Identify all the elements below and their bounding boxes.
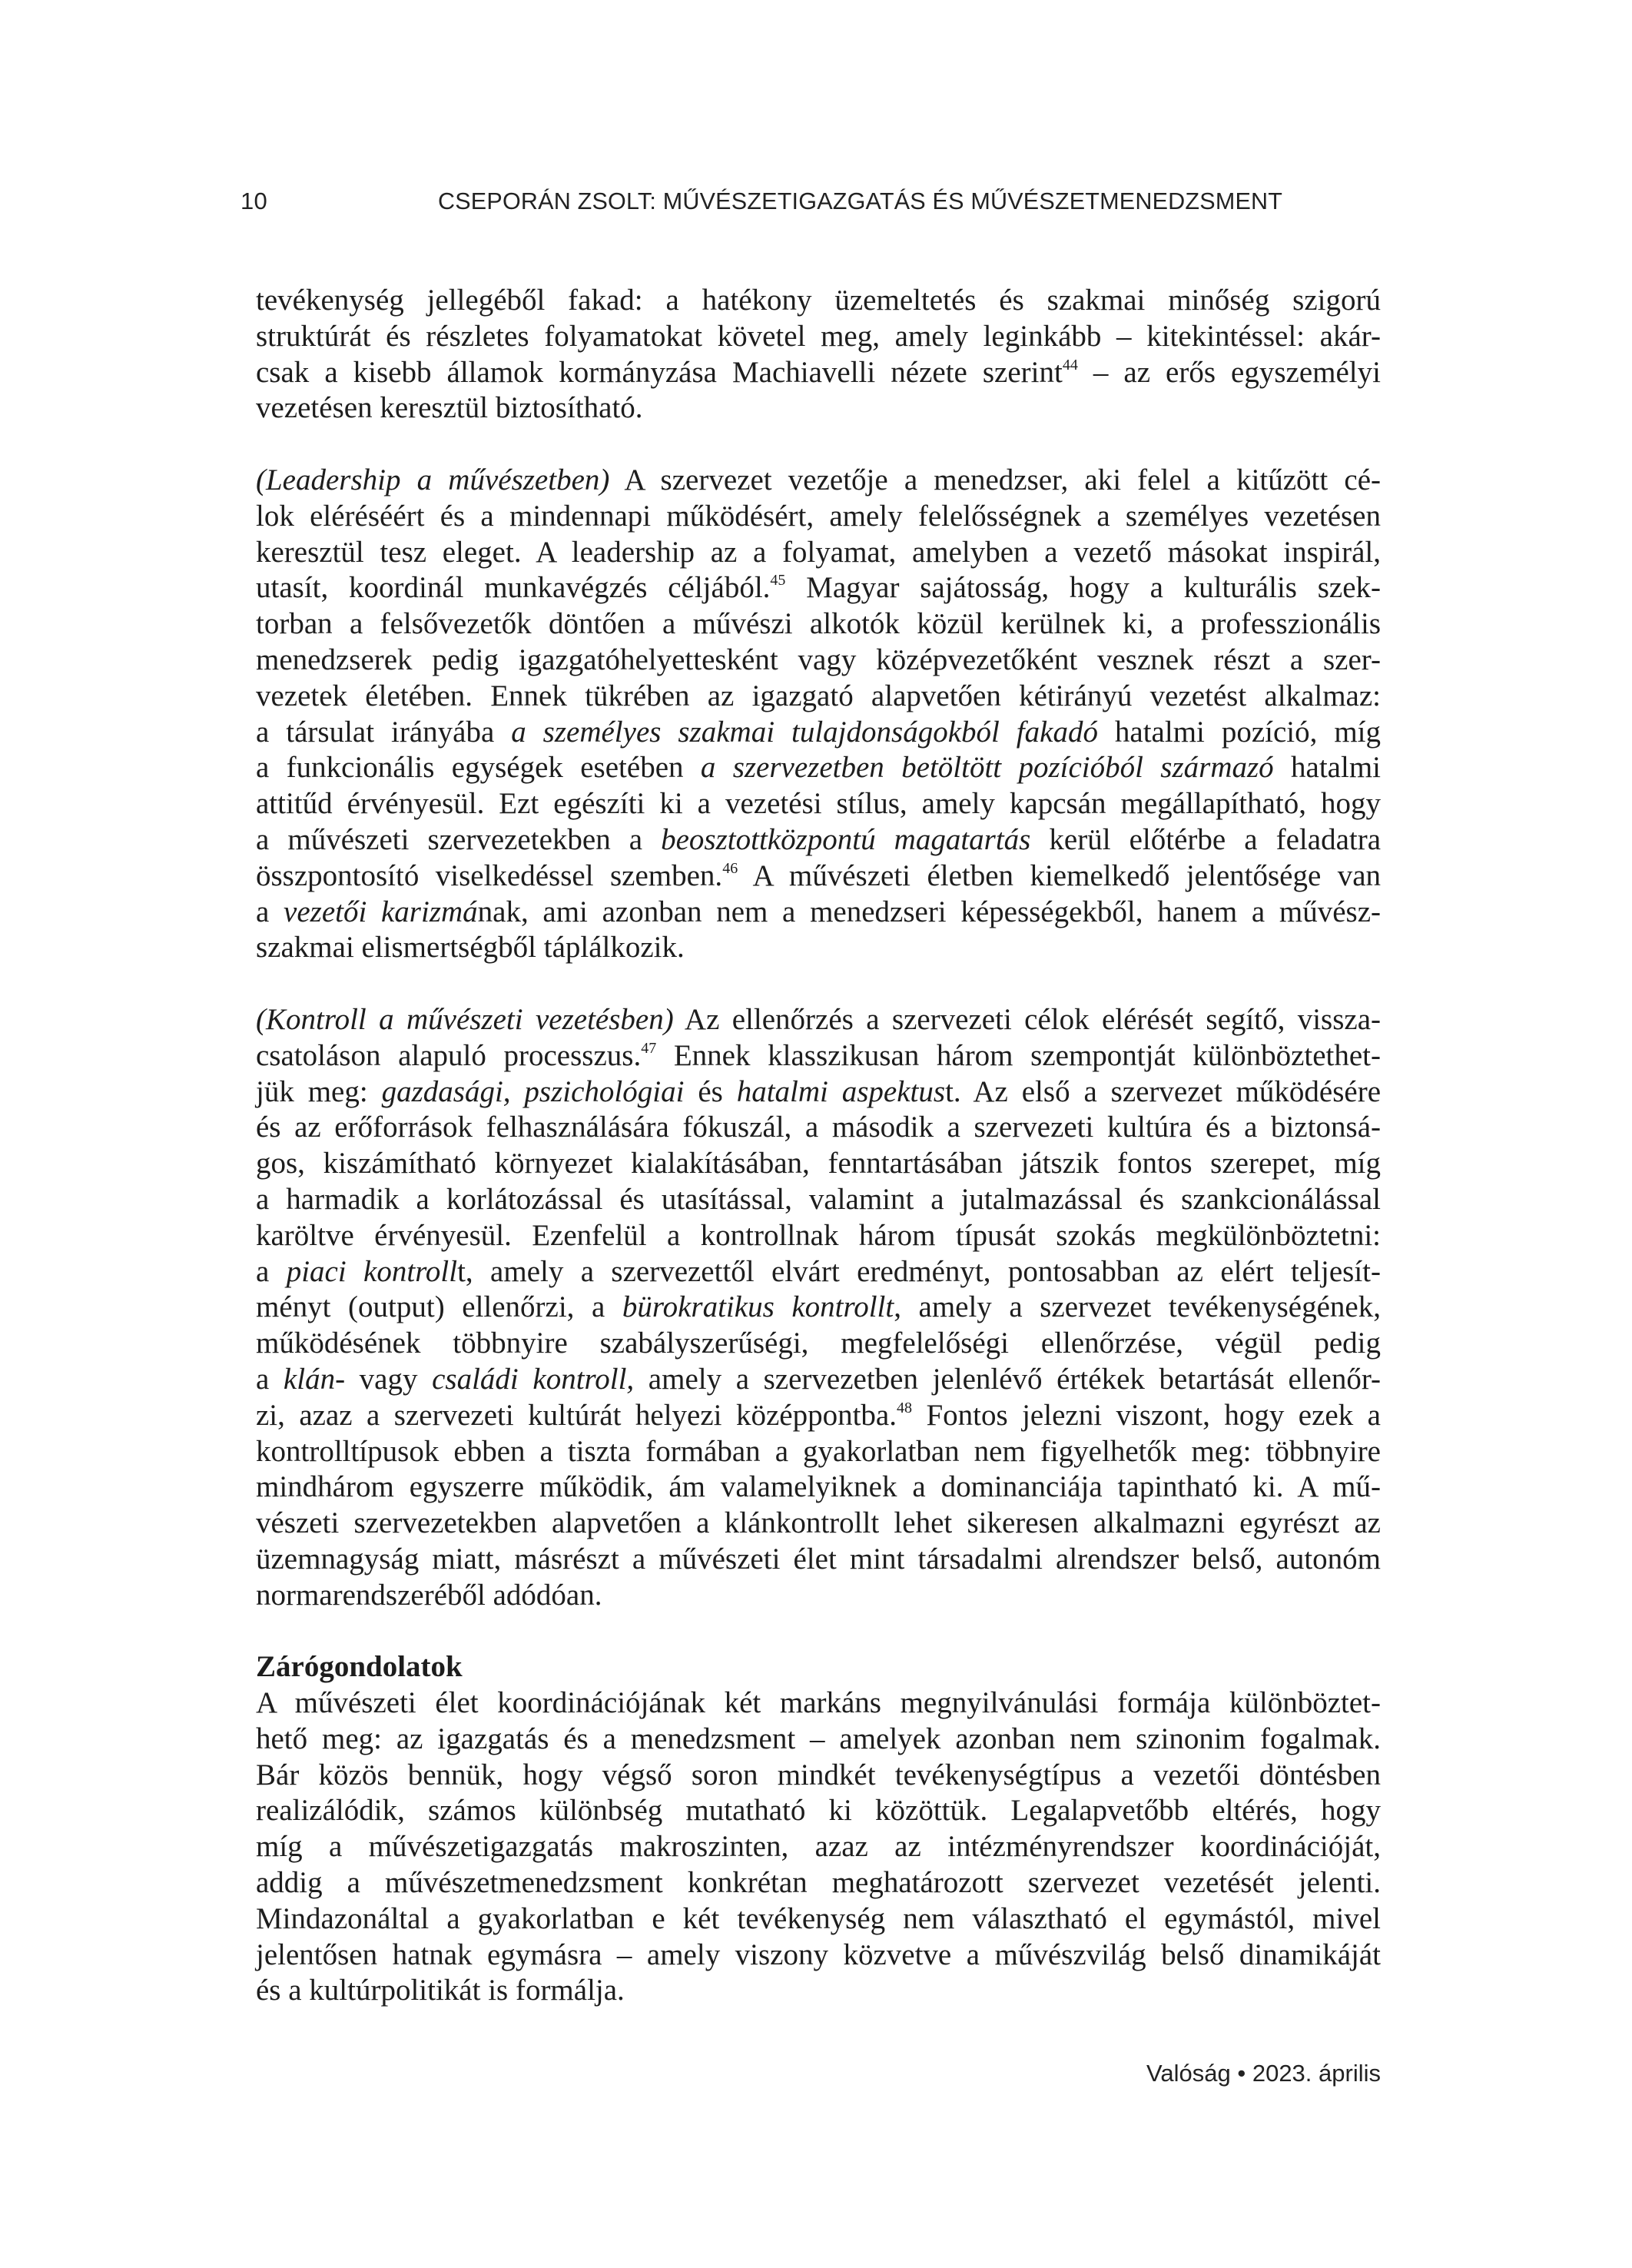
emphasis: (Kontroll a művészeti vezetésben): [256, 1002, 674, 1036]
text-line: [256, 1758, 1381, 1794]
text-run: Fontos jelezni viszont, hogy ezek a: [911, 1398, 1381, 1432]
text-run: vezetek életében. Ennek tükrében az igazgató alapvetően kétirányú vezetést alkalmaz:: [256, 679, 1381, 712]
text-line: [256, 1469, 1381, 1506]
text-line: [256, 1973, 1381, 2009]
text-run: torban a felsővezetők döntően a művészi alkotók közül kerülnek ki, a professzionális: [256, 607, 1381, 641]
text-line: [256, 1685, 1381, 1722]
text-run: a funkcionális egységek esetében: [256, 751, 701, 785]
text-run: szakmai elismertségből táplálkozik.: [256, 931, 685, 965]
text-run: A művészeti életben kiemelkedő jelentősége van: [738, 858, 1381, 892]
paragraph: [256, 283, 1381, 427]
text-line: [256, 1901, 1381, 1938]
text-run: hatalmi pozíció, míg: [1097, 715, 1381, 749]
emphasis: gazdasági, pszichológiai: [381, 1074, 685, 1108]
text-run: üzemnagyság miatt, másrészt a művészeti élet mint társadalmi alrendszer belső, autonóm: [256, 1542, 1381, 1576]
text-line: [256, 499, 1381, 535]
text-run: kerül előtérbe a feladatra: [1030, 822, 1382, 856]
text-run: a művészeti szervezetekben a: [256, 822, 662, 856]
emphasis: családi kontroll,: [432, 1362, 635, 1396]
text-line: [256, 390, 1381, 427]
text-run: karöltve érvényesül. Ezenfelül a kontrollnak három típusát szokás megkülönböztetni:: [256, 1218, 1381, 1252]
text-run: és: [684, 1074, 737, 1108]
text-run: és a kultúrpolitikát is formálja.: [256, 1974, 625, 2007]
text-run: Ennek klasszikusan három szempontját különböztethet-: [656, 1038, 1381, 1072]
text-run: a: [256, 895, 284, 928]
text-run: – az erős egyszemélyi: [1077, 355, 1381, 389]
running-head: [240, 188, 1381, 218]
text-run: t, amely a szervezettől elvárt eredményt, pontosabban az elért teljesít-: [457, 1254, 1381, 1288]
text-run: míg a művészetigazgatás makroszinten, azaz az intézményrendszer koordinációját,: [256, 1830, 1381, 1864]
section-heading: Zárógondolatok: [256, 1650, 463, 1684]
text-line: [256, 822, 1381, 858]
footnote-ref: 44: [1062, 356, 1078, 374]
footnote-ref: 47: [641, 1039, 657, 1057]
footnote-ref: 45: [770, 572, 786, 589]
text-run: A művészeti élet koordinációjának két markáns megnyilvánulási formája különböztet-: [256, 1686, 1381, 1720]
text-line: [256, 679, 1381, 715]
text-run: addig a művészetmenedzsment konkrétan meghatározott szervezet vezetését jelenti.: [256, 1866, 1381, 1900]
text-line: [256, 1542, 1381, 1578]
emphasis: piaci kontroll: [286, 1254, 458, 1288]
text-line: [256, 1290, 1381, 1326]
text-line: [256, 463, 1381, 499]
emphasis: beosztottközpontú magatartás: [661, 822, 1031, 856]
text-run: lok eléréséért és a mindennapi működésért, amely felelősségnek a személyes vezetésen: [256, 499, 1381, 533]
text-line: [256, 895, 1381, 931]
text-line: [256, 750, 1381, 786]
text-line: [256, 606, 1381, 643]
text-run: struktúrát és részletes folyamatokat követel meg, amely leginkább – kitekintéssel: akár-: [256, 319, 1381, 353]
text-run: jelentősen hatnak egymásra – amely viszony közvetve a művészvilág belső dinamikáját: [256, 1938, 1381, 1971]
text-run: vagy: [345, 1362, 433, 1396]
text-line: [256, 715, 1381, 751]
emphasis: a személyes szakmai tulajdonságokból fakadó: [511, 715, 1098, 749]
text-run: működésének többnyire szabályszerűségi, megfelelőségi ellenőrzése, végül pedig: [256, 1327, 1381, 1360]
text-run: Az ellenőrzés a szervezeti célok elérését segítő, vissza-: [673, 1002, 1381, 1036]
text-line: [256, 1218, 1381, 1254]
text-run: összpontosító viselkedéssel szemben.: [256, 858, 723, 892]
page-number: 10: [240, 188, 267, 214]
text-line: [256, 1398, 1381, 1434]
footnote-ref: 48: [896, 1399, 912, 1416]
text-run: a: [256, 1362, 284, 1396]
text-run: csatoláson alapuló processzus.: [256, 1038, 642, 1072]
text-run: ményt (output) ellenőrzi, a: [256, 1290, 622, 1324]
text-run: menedzserek pedig igazgatóhelyettesként vagy középvezetőként vesznek részt a szer-: [256, 643, 1381, 676]
text-line: [256, 1865, 1381, 1901]
text-line: [256, 1110, 1381, 1146]
paragraph-leadership: [256, 463, 1381, 966]
text-line: [256, 1362, 1381, 1398]
emphasis: klán-: [283, 1362, 346, 1396]
text-run: mindhárom egyszerre működik, ám valamelyiknek a dominanciája tapintható ki. A mű-: [256, 1470, 1381, 1504]
text-run: kontrolltípusok ebben a tiszta formában a gyakorlatban nem figyelhetők meg: többnyire: [256, 1434, 1381, 1468]
text-line: [256, 643, 1381, 679]
text-run: utasít, koordinál munkavégzés céljából.: [256, 571, 771, 605]
text-run: normarendszeréből adódóan.: [256, 1578, 602, 1612]
text-run: hatalmi: [1273, 751, 1381, 785]
text-line: [256, 535, 1381, 571]
text-line: [256, 1326, 1381, 1362]
text-line: [256, 1146, 1381, 1182]
text-line: [256, 355, 1381, 391]
text-line: [256, 1793, 1381, 1829]
text-line: [256, 1506, 1381, 1542]
text-run: a: [256, 1254, 287, 1288]
paragraph-kontroll: [256, 1002, 1381, 1614]
text-run: zi, azaz a szervezeti kultúrát helyezi középpontba.: [256, 1398, 897, 1432]
text-line: [256, 1038, 1381, 1074]
text-run: csak a kisebb államok kormányzása Machiavelli nézete szerint: [256, 355, 1063, 389]
text-run: gos, kiszámítható környezet kialakításában, fenntartásában játszik fontos szerepet, míg: [256, 1147, 1381, 1180]
text-line: [256, 1829, 1381, 1865]
text-run: A szervezet vezetője a menedzser, aki felel a kitűzött cé-: [609, 463, 1381, 496]
text-run: hető meg: az igazgatás és a menedzsment – amelyek azonban nem szinonim fogalmak.: [256, 1722, 1381, 1755]
running-head-title: CSEPORÁN ZSOLT: MŰVÉSZETIGAZGATÁS ÉS MŰVÉSZETMENEDZSMENT: [438, 188, 1283, 214]
text-run: a társulat irányába: [256, 715, 512, 749]
text-line: [256, 319, 1381, 355]
text-run: vezetésen keresztül biztosítható.: [256, 391, 643, 425]
text-line: [256, 1578, 1381, 1614]
text-run: realizálódik, számos különbség mutatható ki közöttük. Legalapvetőbb eltérés, hogy: [256, 1794, 1381, 1828]
emphasis: (Leadership a művészetben): [256, 463, 610, 496]
text-run: Bár közös bennük, hogy végső soron mindkét tevékenységtípus a vezetői döntésben: [256, 1758, 1381, 1791]
text-run: Mindazonáltal a gyakorlatban e két tevékenység nem választható el egymástól, mivel: [256, 1901, 1381, 1935]
text-line: [256, 1002, 1381, 1038]
text-run: Magyar sajátosság, hogy a kulturális szek-: [785, 571, 1381, 605]
text-line: [256, 930, 1381, 966]
text-run: , amely a szervezet tevékenységének,: [894, 1290, 1381, 1324]
text-run: keresztül tesz eleget. A leadership az a folyamat, amelyben a vezető másokat inspirál,: [256, 535, 1381, 569]
emphasis: vezetői karizmá: [284, 895, 478, 928]
text-line: [256, 1434, 1381, 1470]
text-run: és az erőforrások felhasználására fókuszál, a második a szervezeti kultúra és a biztonsá-: [256, 1111, 1381, 1144]
text-line: [256, 1182, 1381, 1218]
text-run: nak, ami azonban nem a menedzseri képességekből, hanem a művész-: [477, 895, 1381, 928]
text-line: [256, 1938, 1381, 1974]
text-line: [256, 858, 1381, 895]
text-line: [256, 1074, 1381, 1111]
text-run: t. Az első a szervezet működésére: [945, 1074, 1382, 1108]
emphasis: bürokratikus kontrollt: [622, 1290, 894, 1324]
text-run: attitűd érvényesül. Ezt egészíti ki a vezetési stílus, amely kapcsán megállapítható, hogy: [256, 787, 1381, 821]
text-run: jük meg:: [256, 1074, 382, 1108]
text-line: [256, 570, 1381, 606]
conclusion-paragraph: [256, 1685, 1381, 2009]
section-conclusion: [256, 1649, 1381, 2009]
page-footer: Valóság • 2023. április: [1146, 2060, 1381, 2087]
text-run: tevékenység jellegéből fakad: a hatékony üzemeltetés és szakmai minőség szigorú: [256, 284, 1381, 317]
text-run: amely a szervezetben jelenlévő értékek betartását ellenőr-: [634, 1362, 1382, 1396]
text-run: a harmadik a korlátozással és utasítással, valamint a jutalmazással és szankcionálással: [256, 1182, 1381, 1216]
article-body: [256, 283, 1381, 2009]
footnote-ref: 46: [722, 859, 738, 877]
text-line: [256, 1722, 1381, 1758]
emphasis: hatalmi aspektus: [736, 1074, 946, 1108]
text-line: [256, 786, 1381, 822]
text-run: vészeti szervezetekben alapvetően a klánkontrollt lehet sikeresen alkalmazni egyrészt az: [256, 1506, 1381, 1540]
text-line: [256, 1254, 1381, 1290]
text-line: [256, 283, 1381, 319]
emphasis: a szervezetben betöltött pozícióból származó: [700, 751, 1274, 785]
